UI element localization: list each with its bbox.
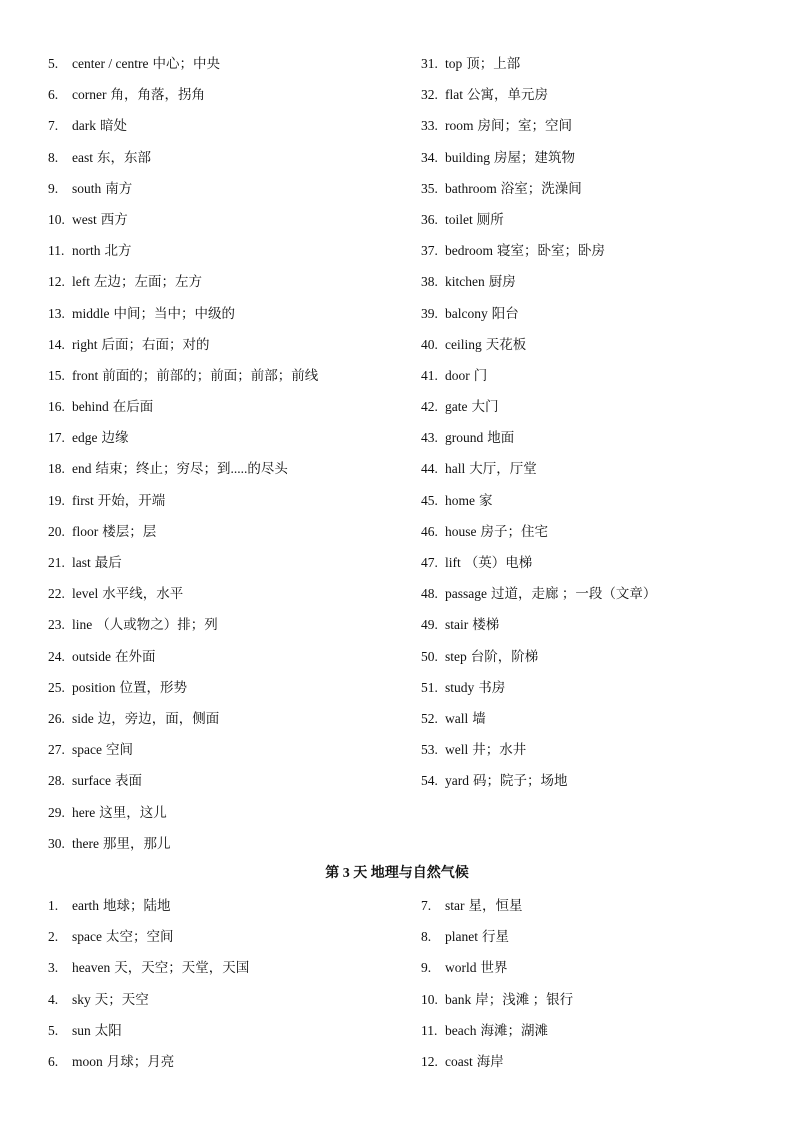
entry-word: building <box>445 149 491 165</box>
vocab-entry <box>421 240 761 271</box>
vocab-entry <box>48 53 398 84</box>
entry-number: 45. <box>421 492 438 508</box>
entry-word: corner <box>72 87 107 103</box>
entry-number: 4. <box>48 991 59 1007</box>
entry-word: balcony <box>445 305 488 321</box>
entry-word: bank <box>445 991 472 1007</box>
vocab-column-left-day3 <box>48 895 398 1082</box>
vocab-entry <box>48 989 398 1020</box>
vocab-entry <box>421 739 761 770</box>
entry-word: end <box>72 461 92 477</box>
entry-meaning: 空间 <box>105 742 133 758</box>
entry-number: 6. <box>48 1053 59 1069</box>
entry-meaning: 家 <box>479 492 493 508</box>
vocab-entry <box>421 147 761 178</box>
vocab-entry <box>421 957 761 988</box>
vocab-entry <box>48 115 398 146</box>
entry-word: side <box>72 710 94 726</box>
entry-meaning: 东，东部 <box>97 149 151 165</box>
entry-number: 14. <box>48 336 65 352</box>
entry-word: surface <box>72 773 111 789</box>
entry-meaning: 在外面 <box>115 648 156 664</box>
entry-number: 11. <box>48 243 65 259</box>
vocab-entry <box>421 53 761 84</box>
entry-meaning: 开始，开端 <box>97 492 166 508</box>
entry-number: 51. <box>421 679 438 695</box>
vocab-entry <box>421 989 761 1020</box>
entry-meaning: 星，恒星 <box>468 898 523 913</box>
entry-word: here <box>72 804 96 820</box>
entry-meaning: 位置，形势 <box>119 679 188 695</box>
entry-word: middle <box>72 305 110 321</box>
entry-word: level <box>72 586 99 602</box>
vocab-entry <box>421 895 761 926</box>
vocab-entry <box>421 490 761 521</box>
entry-word: bedroom <box>445 243 493 259</box>
entry-word: heaven <box>72 960 111 976</box>
entry-number: 48. <box>421 586 438 602</box>
entry-number: 10. <box>421 991 438 1007</box>
entry-word: house <box>445 523 477 539</box>
entry-meaning: 阳台 <box>491 305 519 321</box>
entry-number: 35. <box>421 180 438 196</box>
vocab-entry <box>421 303 761 334</box>
entry-meaning: 门 <box>473 367 488 383</box>
section-title: 第 3 天 地理与自然气候 <box>325 866 469 881</box>
entry-word: planet <box>445 929 478 945</box>
entry-number: 49. <box>421 617 438 633</box>
entry-number: 9. <box>421 960 432 976</box>
vocab-entry <box>48 708 398 739</box>
entry-meaning: 海滩；湖滩 <box>480 1022 548 1038</box>
entry-meaning: 台阶，阶梯 <box>470 648 539 664</box>
entry-word: coast <box>445 1053 473 1069</box>
entry-meaning: 后面；右面；对的 <box>101 336 210 352</box>
entry-number: 50. <box>421 648 438 664</box>
entry-number: 17. <box>48 430 65 446</box>
entry-number: 46. <box>421 523 438 539</box>
entry-number: 52. <box>421 710 438 726</box>
vocab-entry <box>48 1051 398 1082</box>
entry-meaning: 井；水井 <box>472 742 527 758</box>
vocab-entry <box>48 240 398 271</box>
vocab-column-left <box>48 53 398 864</box>
vocab-entry <box>421 926 761 957</box>
entry-number: 2. <box>48 929 59 945</box>
entry-meaning: （人或物之）排；列 <box>96 617 218 633</box>
entry-number: 22. <box>48 586 65 602</box>
entry-meaning: 那里，那儿 <box>102 835 171 851</box>
vocab-column-right <box>421 53 761 802</box>
entry-word: flat <box>445 87 463 103</box>
entry-meaning: 书房 <box>478 679 506 695</box>
entry-number: 6. <box>48 87 59 103</box>
entry-number: 9. <box>48 180 59 196</box>
entry-meaning: 地面 <box>487 430 515 446</box>
entry-number: 12. <box>48 274 65 290</box>
entry-meaning: 世界 <box>480 960 508 976</box>
vocab-entry <box>48 396 398 427</box>
entry-word: top <box>445 56 463 71</box>
entry-word: ceiling <box>445 336 482 352</box>
vocab-entry <box>48 427 398 458</box>
entry-number: 21. <box>48 555 65 570</box>
vocab-entry <box>48 833 398 864</box>
vocab-entry <box>48 178 398 209</box>
vocab-entry <box>421 1020 761 1051</box>
vocab-entry <box>421 677 761 708</box>
entry-word: door <box>445 367 470 383</box>
entry-meaning: 厕所 <box>476 211 504 227</box>
vocab-entry <box>421 770 761 801</box>
entry-meaning: 天；天空 <box>94 991 149 1007</box>
vocab-entry <box>421 1051 761 1082</box>
entry-meaning: 前面的；前部的；前面；前部；前线 <box>102 367 319 383</box>
entry-meaning: 码；院子；场地 <box>473 773 568 789</box>
entry-word: earth <box>72 898 99 913</box>
entry-number: 13. <box>48 305 65 321</box>
entry-word: ground <box>445 430 484 446</box>
vocab-entry <box>48 458 398 489</box>
vocab-entry <box>48 614 398 645</box>
entry-meaning: 墙 <box>472 710 486 726</box>
vocab-entry <box>421 84 761 115</box>
vocab-entry <box>421 614 761 645</box>
vocab-entry <box>48 521 398 552</box>
vocab-entry <box>48 770 398 801</box>
entry-meaning: 大门 <box>471 399 499 415</box>
entry-word: star <box>445 898 465 913</box>
entry-word: space <box>72 929 102 945</box>
vocab-entry <box>421 396 761 427</box>
entry-number: 25. <box>48 679 65 695</box>
entry-word: room <box>445 118 474 134</box>
entry-number: 7. <box>48 118 59 134</box>
entry-number: 42. <box>421 399 438 415</box>
entry-meaning: 楼梯 <box>472 617 500 633</box>
vocab-entry <box>48 271 398 302</box>
entry-number: 31. <box>421 56 438 71</box>
entry-word: stair <box>445 617 469 633</box>
entry-number: 32. <box>421 87 438 103</box>
vocab-entry <box>48 895 398 926</box>
entry-word: edge <box>72 430 98 446</box>
vocab-entry <box>421 115 761 146</box>
entry-word: sun <box>72 1022 91 1038</box>
entry-word: study <box>445 679 475 695</box>
entry-number: 8. <box>421 929 432 945</box>
entry-meaning: 这里，这儿 <box>99 804 167 820</box>
vocab-entry <box>48 646 398 677</box>
entry-number: 3. <box>48 960 59 976</box>
vocab-entry <box>48 926 398 957</box>
entry-word: there <box>72 835 99 851</box>
entry-meaning: 边缘 <box>101 430 129 446</box>
entry-meaning: 中间；当中；中级的 <box>113 305 235 321</box>
entry-number: 36. <box>421 211 438 227</box>
entry-meaning: 太阳 <box>94 1022 122 1038</box>
entry-meaning: 岸；浅滩 ；银行 <box>475 991 574 1007</box>
entry-word: wall <box>445 710 469 726</box>
entry-number: 53. <box>421 742 438 758</box>
entry-meaning: 西方 <box>100 211 128 227</box>
entry-meaning: 边，旁边，面，侧面 <box>97 710 220 726</box>
vocab-entry <box>48 147 398 178</box>
vocab-entry <box>48 365 398 396</box>
entry-meaning: 房屋；建筑物 <box>494 149 576 165</box>
vocab-entry <box>421 646 761 677</box>
entry-meaning: 寝室；卧室；卧房 <box>497 243 605 259</box>
entry-number: 38. <box>421 274 438 290</box>
entry-word: bathroom <box>445 180 497 196</box>
entry-meaning: 顶；上部 <box>466 56 521 71</box>
entry-number: 34. <box>421 149 438 165</box>
entry-meaning: 地球；陆地 <box>102 898 171 913</box>
entry-number: 19. <box>48 492 65 508</box>
vocab-column-right-day3 <box>421 895 761 1082</box>
vocab-entry <box>421 209 761 240</box>
entry-number: 44. <box>421 461 438 477</box>
entry-word: home <box>445 492 475 508</box>
entry-word: sky <box>72 991 91 1007</box>
entry-meaning: 行星 <box>482 929 509 945</box>
entry-number: 30. <box>48 835 65 851</box>
vocab-entry <box>48 334 398 365</box>
entry-meaning: 在后面 <box>112 399 154 415</box>
entry-word: floor <box>72 523 99 539</box>
vocab-entry <box>48 677 398 708</box>
entry-word: space <box>72 742 102 758</box>
entry-word: line <box>72 617 93 633</box>
vocab-entry <box>48 490 398 521</box>
entry-number: 18. <box>48 461 65 477</box>
entry-meaning: 房间；室；空间 <box>477 118 572 134</box>
entry-number: 7. <box>421 898 432 913</box>
entry-number: 15. <box>48 367 65 383</box>
entry-meaning: 厨房 <box>488 274 516 290</box>
entry-word: south <box>72 180 102 196</box>
vocab-entry <box>421 271 761 302</box>
entry-meaning: 月球；月亮 <box>106 1053 175 1069</box>
entry-number: 24. <box>48 648 65 664</box>
entry-meaning: 水平线，水平 <box>102 586 184 602</box>
entry-number: 23. <box>48 617 65 633</box>
entry-meaning: 表面 <box>114 773 142 789</box>
entry-meaning: 角，角落，拐角 <box>110 87 205 103</box>
vocab-entry <box>421 708 761 739</box>
vocab-entry <box>421 178 761 209</box>
vocab-entry <box>421 521 761 552</box>
entry-word: beach <box>445 1022 477 1038</box>
vocab-entry <box>48 802 398 833</box>
entry-word: hall <box>445 461 466 477</box>
vocab-entry <box>48 1020 398 1051</box>
entry-word: dark <box>72 118 96 134</box>
entry-meaning: 中心；中央 <box>152 56 220 71</box>
entry-word: world <box>445 960 477 976</box>
entry-number: 39. <box>421 305 438 321</box>
entry-word: first <box>72 492 94 508</box>
entry-number: 27. <box>48 742 65 758</box>
entry-number: 5. <box>48 1022 59 1038</box>
entry-number: 33. <box>421 118 438 134</box>
vocab-entry <box>48 303 398 334</box>
vocab-entry <box>48 84 398 115</box>
entry-number: 28. <box>48 773 65 789</box>
entry-meaning: 大厅，厅堂 <box>469 461 537 477</box>
entry-meaning: 天花板 <box>485 336 527 352</box>
vocab-entry <box>421 334 761 365</box>
entry-meaning: 左边；左面；左方 <box>94 274 202 290</box>
entry-number: 1. <box>48 898 59 913</box>
entry-meaning: 浴室；洗澡间 <box>500 180 582 196</box>
entry-meaning: 楼层；层 <box>102 523 157 539</box>
entry-number: 16. <box>48 399 65 415</box>
entry-word: center / centre <box>72 56 149 71</box>
entry-meaning: 南方 <box>105 180 133 196</box>
entry-word: step <box>445 648 467 664</box>
vocab-entry <box>48 583 398 614</box>
entry-word: last <box>72 555 91 570</box>
vocab-entry <box>421 552 761 583</box>
entry-number: 11. <box>421 1022 438 1038</box>
entry-number: 54. <box>421 773 438 789</box>
entry-number: 26. <box>48 710 65 726</box>
entry-number: 12. <box>421 1053 438 1069</box>
vocab-entry <box>48 209 398 240</box>
entry-word: left <box>72 274 90 290</box>
entry-number: 8. <box>48 149 59 165</box>
entry-word: lift <box>445 555 461 570</box>
entry-number: 29. <box>48 804 65 820</box>
entry-number: 10. <box>48 211 65 227</box>
entry-meaning: 最后 <box>94 555 122 570</box>
entry-word: well <box>445 742 469 758</box>
vocab-entry <box>48 552 398 583</box>
entry-meaning: 太空；空间 <box>105 929 174 945</box>
entry-number: 40. <box>421 336 438 352</box>
entry-word: right <box>72 336 98 352</box>
entry-number: 41. <box>421 367 438 383</box>
vocab-entry <box>421 583 761 614</box>
entry-meaning: 过道，走廊 ；一段（文章） <box>490 586 657 602</box>
vocab-entry <box>421 427 761 458</box>
entry-meaning: 暗处 <box>100 118 127 134</box>
entry-meaning: 海岸 <box>476 1053 504 1069</box>
entry-meaning: 北方 <box>104 243 132 259</box>
entry-meaning: （英）电梯 <box>464 555 533 570</box>
entry-word: outside <box>72 648 111 664</box>
entry-word: kitchen <box>445 274 485 290</box>
vocab-entry <box>48 739 398 770</box>
entry-meaning: 房子；住宅 <box>480 523 548 539</box>
entry-word: passage <box>445 586 487 602</box>
entry-word: front <box>72 367 99 383</box>
vocab-entry <box>421 365 761 396</box>
entry-meaning: 结束；终止；穷尽；到.....的尽头 <box>95 461 288 477</box>
entry-number: 20. <box>48 523 65 539</box>
entry-word: behind <box>72 399 109 415</box>
entry-number: 37. <box>421 243 438 259</box>
entry-meaning: 公寓，单元房 <box>467 87 548 103</box>
entry-word: east <box>72 149 93 165</box>
entry-meaning: 天，天空；天堂，天国 <box>114 960 250 976</box>
entry-word: toilet <box>445 211 473 227</box>
entry-word: moon <box>72 1053 103 1069</box>
entry-number: 47. <box>421 555 438 570</box>
vocab-entry <box>48 957 398 988</box>
vocab-entry <box>421 458 761 489</box>
entry-word: position <box>72 679 116 695</box>
entry-word: gate <box>445 399 468 415</box>
entry-word: north <box>72 243 101 259</box>
entry-number: 5. <box>48 56 59 71</box>
entry-word: yard <box>445 773 469 789</box>
entry-word: west <box>72 211 97 227</box>
entry-number: 43. <box>421 430 438 446</box>
